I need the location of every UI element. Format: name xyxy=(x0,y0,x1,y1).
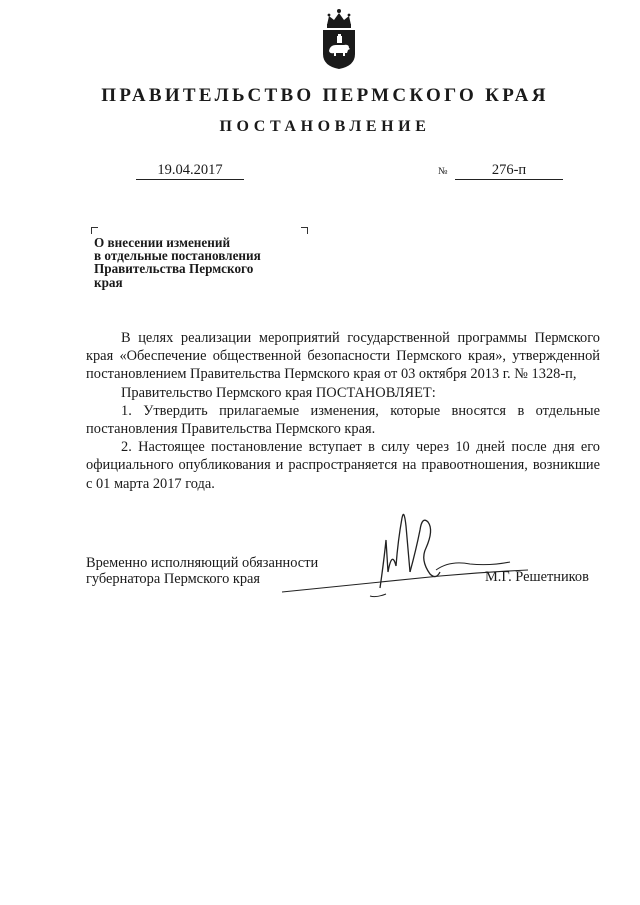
bracket-corner-left xyxy=(91,227,98,234)
signer-title-line: губернатора Пермского края xyxy=(86,570,261,587)
subject-line: О внесении изменений xyxy=(94,235,231,250)
body-paragraph: 1. Утвердить прилагаемые изменения, которые вносятся в отдельные постановления Правительства Пермского края. xyxy=(86,402,600,438)
body-paragraph: Правительство Пермского края ПОСТАНОВЛЯЕТ: xyxy=(121,384,436,401)
perm-krai-coat-of-arms-icon xyxy=(318,8,360,70)
document-subject xyxy=(94,236,304,289)
body-paragraph: В целях реализации мероприятий государственной программы Пермского края «Обеспечение общественной безопасности Пермского края», утвержденной постановлением Правительства Пермского края от 03 октября 2013 г. № 1328-п, xyxy=(86,330,600,383)
document-type: ПОСТАНОВЛЕНИЕ xyxy=(219,118,431,135)
document-body xyxy=(86,329,600,493)
signer-name: М.Г. Решетников xyxy=(485,569,589,585)
subject-line: края xyxy=(94,274,123,290)
document-date: 19.04.2017 xyxy=(136,162,244,180)
document-number: 276-п xyxy=(455,162,563,180)
subject-line: Правительства Пермского xyxy=(94,261,254,277)
body-paragraph: 2. Настоящее постановление вступает в силу через 10 дней после дня его официального опубликования и распространяется на правоотношения, возникшие с 01 марта 2017 года. xyxy=(86,439,600,492)
signer-title xyxy=(86,556,318,587)
number-sign: № xyxy=(438,166,448,177)
subject-line: в отдельные постановления xyxy=(94,248,261,264)
bracket-corner-right xyxy=(301,227,308,234)
signer-title-line: Временно исполняющий обязанности xyxy=(86,555,319,571)
crown-icon xyxy=(327,9,351,28)
government-title: ПРАВИТЕЛЬСТВО ПЕРМСКОГО КРАЯ xyxy=(101,85,549,106)
